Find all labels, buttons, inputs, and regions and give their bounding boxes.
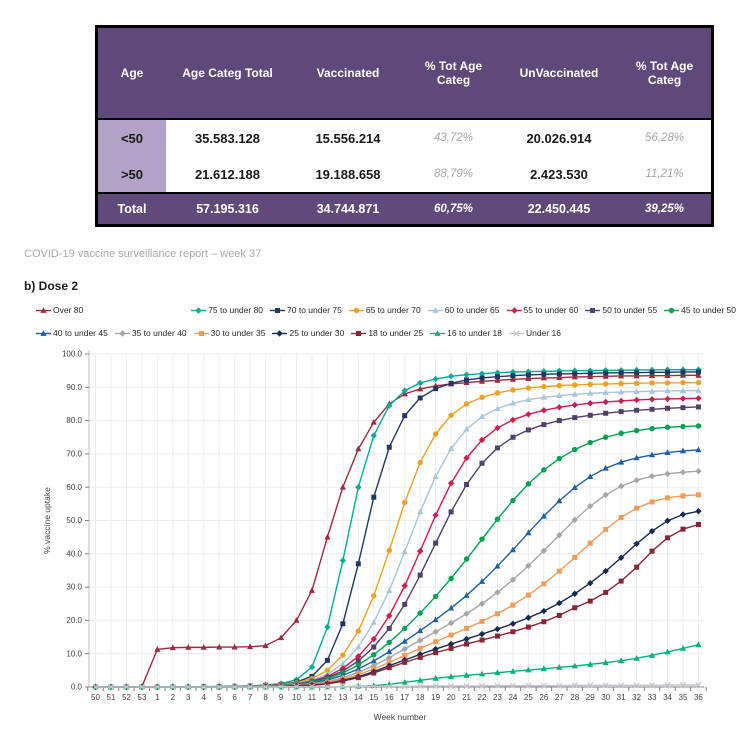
chart-text: 11 xyxy=(307,693,317,702)
chart-text: 16 xyxy=(384,693,394,702)
legend-item-35-to-under-40 xyxy=(115,328,187,338)
cell-total-vaccinated: 34.744.871 xyxy=(289,193,407,226)
chart-text: 18 xyxy=(415,693,425,702)
legend-label: 55 to under 60 xyxy=(523,305,579,315)
chart-text: 21 xyxy=(462,693,471,702)
cell-total-label: Total xyxy=(97,193,167,226)
chart-text: 2 xyxy=(170,693,176,702)
cell-pct-vacc-over50: 88,79% xyxy=(407,156,500,193)
chart-text: 24 xyxy=(508,693,518,702)
cell-unvaccinated-under50: 20.026.914 xyxy=(500,119,618,156)
table-row xyxy=(97,156,713,193)
legend-label: 70 to under 75 xyxy=(287,305,342,315)
chart-text: 1 xyxy=(155,693,160,702)
chart-text: 30 xyxy=(601,693,611,702)
header-pct-unvaccinated: % Tot Age Categ xyxy=(618,27,713,120)
chart-text: 20.0 xyxy=(66,616,82,625)
legend-item-40-to-under-45 xyxy=(36,328,108,338)
series-18-to-under-25 xyxy=(93,522,701,690)
legend-label: Over 80 xyxy=(53,305,84,315)
chart-text: 5 xyxy=(216,693,222,702)
series-over-80 xyxy=(92,372,701,689)
chart-text: 9 xyxy=(278,693,284,702)
chart-text: 51 xyxy=(106,693,116,702)
cell-total-under50: 35.583.128 xyxy=(166,119,289,156)
legend-item-under-16 xyxy=(509,328,561,338)
chart-text: 34 xyxy=(663,693,672,702)
chart-text: 17 xyxy=(400,693,410,702)
legend-label: Under 16 xyxy=(525,328,561,338)
legend-item-70-to-under-75 xyxy=(270,305,342,315)
chart-text: 100.0 xyxy=(61,349,82,359)
chart-text: 70.0 xyxy=(66,449,82,459)
cell-total-total: 57.195.316 xyxy=(166,193,289,226)
chart-text: 10 xyxy=(292,693,301,702)
cell-unvaccinated-over50: 2.423.530 xyxy=(500,156,618,193)
triangle-marker-icon xyxy=(36,329,51,338)
diamond-marker-icon xyxy=(115,329,130,338)
chart-text: 30.0 xyxy=(66,582,82,592)
chart-text: 14 xyxy=(353,693,363,702)
chart-text: 35 xyxy=(678,693,688,702)
table-total-row xyxy=(97,193,713,226)
legend-label: 30 to under 35 xyxy=(210,328,266,338)
legend-label: 25 to under 30 xyxy=(289,328,345,338)
series-45-to-under-50 xyxy=(93,423,701,689)
series-30-to-under-35 xyxy=(93,492,701,689)
cell-total-over50: 21.612.188 xyxy=(166,156,289,193)
vaccination-summary-table xyxy=(95,25,714,227)
chart-text: 4 xyxy=(201,693,206,702)
x-marker-icon xyxy=(509,329,524,338)
chart-text: 32 xyxy=(632,693,642,702)
legend-label: 35 to under 40 xyxy=(131,328,187,338)
circle-marker-icon xyxy=(349,306,364,315)
chart-text: 60.0 xyxy=(66,482,82,492)
cell-vaccinated-under50: 15.556.214 xyxy=(289,119,407,156)
table-header-row xyxy=(97,27,713,120)
chart-text: 29 xyxy=(585,693,595,702)
chart-text: 50.0 xyxy=(66,516,82,526)
header-pct-vaccinated: % Tot Age Categ xyxy=(407,27,500,120)
header-age-categ-total: Age Categ Total xyxy=(166,27,289,120)
legend-label: 18 to under 25 xyxy=(368,328,424,338)
cell-vaccinated-over50: 19.188.658 xyxy=(289,156,407,193)
chart-section-title: b) Dose 2 xyxy=(24,279,79,293)
report-caption: COVID-19 vaccine surveillance report – week 37 xyxy=(24,248,262,260)
legend-item-over-80 xyxy=(36,305,184,315)
uptake-line-chart xyxy=(24,346,726,738)
legend-item-55-to-under-60 xyxy=(507,305,579,315)
chart-text: 52 xyxy=(121,693,131,702)
legend-label: 40 to under 45 xyxy=(53,328,108,338)
legend-item-60-to-under-65 xyxy=(428,305,500,315)
chart-text: 27 xyxy=(554,693,564,702)
legend-label: 75 to under 80 xyxy=(208,305,264,315)
chart-text: % vaccine uptake xyxy=(42,487,52,554)
square-marker-icon xyxy=(270,306,285,315)
chart-text: 6 xyxy=(232,693,237,702)
chart-text: 0.0 xyxy=(70,682,82,692)
chart-text: 19 xyxy=(431,693,441,702)
chart-text: 10.0 xyxy=(66,649,82,659)
cell-age-over50: >50 xyxy=(97,156,167,193)
chart-text: 20 xyxy=(446,693,456,702)
chart-text: 53 xyxy=(137,693,147,702)
series-65-to-under-70 xyxy=(93,380,701,690)
legend-label: 60 to under 65 xyxy=(444,305,500,315)
triangle-marker-icon xyxy=(428,306,443,315)
chart-text: 90.0 xyxy=(66,382,82,392)
chart-text: 15 xyxy=(369,693,379,702)
chart-text: 12 xyxy=(322,693,332,702)
legend-label: 65 to under 70 xyxy=(365,305,421,315)
cell-total-pct-unvacc: 39,25% xyxy=(618,193,713,226)
cell-total-unvaccinated: 22.450.445 xyxy=(500,193,618,226)
legend-item-75-to-under-80 xyxy=(191,305,263,315)
header-vaccinated: Vaccinated xyxy=(289,27,407,120)
chart-text: 3 xyxy=(186,693,191,702)
chart-text: Week number xyxy=(373,712,427,722)
cell-pct-vacc-under50: 43,72% xyxy=(407,119,500,156)
series-70-to-under-75 xyxy=(93,369,701,689)
chart-legend-row-2 xyxy=(36,328,736,338)
triangle-marker-icon xyxy=(36,306,51,315)
chart-text: 13 xyxy=(338,693,348,702)
chart-text: 50 xyxy=(91,693,100,702)
chart-text: 80.0 xyxy=(66,416,82,426)
legend-item-45-to-under-50 xyxy=(664,305,736,315)
header-unvaccinated: UnVaccinated xyxy=(500,27,618,120)
chart-text: 28 xyxy=(570,693,580,702)
chart-text: 31 xyxy=(616,693,626,702)
legend-item-18-to-under-25 xyxy=(351,328,423,338)
cell-pct-unvacc-under50: 56,28% xyxy=(618,119,713,156)
triangle-marker-icon xyxy=(430,329,445,338)
legend-label: 16 to under 18 xyxy=(447,328,502,338)
cell-age-under50: <50 xyxy=(97,119,167,156)
chart-text: 8 xyxy=(263,693,268,702)
legend-label: 45 to under 50 xyxy=(681,305,736,315)
table-row xyxy=(97,119,713,156)
chart-text: 7 xyxy=(247,693,253,702)
chart-text: 33 xyxy=(647,693,657,702)
cell-total-pct-vacc: 60,75% xyxy=(407,193,500,226)
chart-canvas xyxy=(24,346,726,738)
chart-legend-row-1 xyxy=(36,305,736,315)
legend-label: 50 to under 55 xyxy=(602,305,658,315)
diamond-marker-icon xyxy=(272,329,287,338)
legend-item-65-to-under-70 xyxy=(349,305,421,315)
chart-text: 26 xyxy=(539,693,549,702)
series-25-to-under-30 xyxy=(92,508,701,690)
legend-item-25-to-under-30 xyxy=(272,328,344,338)
circle-marker-icon xyxy=(664,306,679,315)
legend-item-30-to-under-35 xyxy=(194,328,266,338)
chart-text: 40.0 xyxy=(66,549,82,559)
square-marker-icon xyxy=(351,329,366,338)
square-marker-icon xyxy=(194,329,209,338)
chart-text: 22 xyxy=(477,693,487,702)
cell-pct-unvacc-over50: 11,21% xyxy=(618,156,713,193)
chart-text: 25 xyxy=(523,693,533,702)
diamond-marker-icon xyxy=(191,306,206,315)
legend-item-16-to-under-18 xyxy=(430,328,502,338)
series-35-to-under-40 xyxy=(92,468,701,690)
square-marker-icon xyxy=(585,306,600,315)
legend-item-50-to-under-55 xyxy=(585,305,657,315)
chart-text: 36 xyxy=(693,693,703,702)
diamond-marker-icon xyxy=(507,306,522,315)
header-age: Age xyxy=(97,27,167,120)
chart-text: 23 xyxy=(493,693,502,702)
